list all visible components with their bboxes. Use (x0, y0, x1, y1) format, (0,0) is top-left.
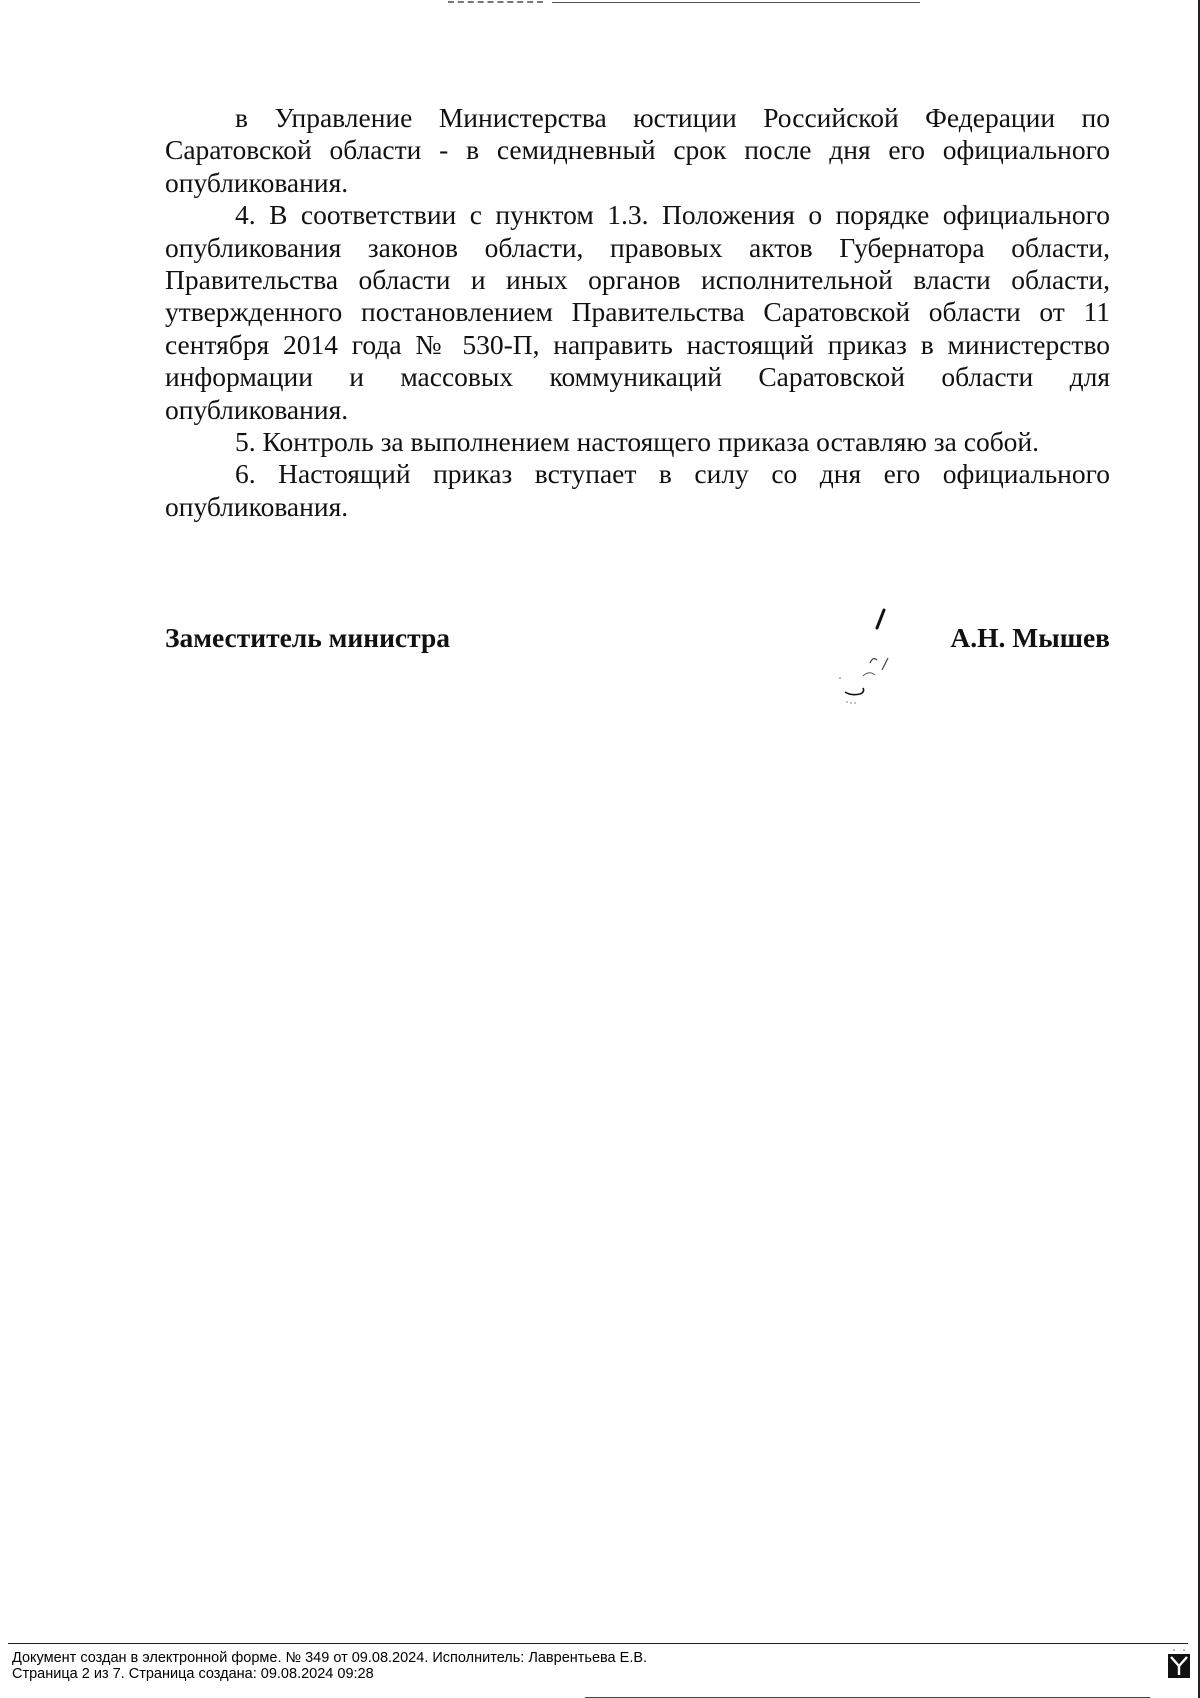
document-system-logo-icon (1166, 1648, 1192, 1680)
paragraph-continuation: в Управление Министерства юстиции Российской Федерации по Саратовской области - в семидневный срок после дня его официального опубликования. (165, 102, 1110, 198)
footer-divider (8, 1643, 1188, 1644)
signer-name: А.Н. Мышев (950, 622, 1110, 653)
signature-block (165, 622, 1110, 662)
paragraph-item-6: 6. Настоящий приказ вступает в силу со дня его официального опубликования. (165, 458, 1110, 522)
top-scan-line (552, 2, 920, 3)
handwritten-signature-mark (785, 600, 905, 730)
electronic-document-footer (12, 1650, 647, 1682)
top-scan-dashes (448, 1, 543, 5)
document-body (165, 102, 1110, 523)
paragraph-item-4: 4. В соответствии с пунктом 1.3. Положения о порядке официального опубликования законов области, правовых актов Губернатора области, Правительства области и иных органов исполнительной власти области, утвержденного постановлением Правительства Саратовской области от 11 сентября 2014 года № 530-П, направить настоящий приказ в министерство информации и массовых коммуникаций Саратовской области для опубликования. (165, 199, 1110, 425)
footer-document-info: Документ создан в электронной форме. № 349 от 09.08.2024. Исполнитель: Лаврентьева Е.В. (12, 1650, 648, 1666)
paragraph-item-5: 5. Контроль за выполнением настоящего приказа оставляю за собой. (235, 426, 1040, 458)
signer-position: Заместитель министра (165, 622, 451, 653)
footer-page-info: Страница 2 из 7. Страница создана: 09.08.2024 09:28 (12, 1666, 374, 1682)
